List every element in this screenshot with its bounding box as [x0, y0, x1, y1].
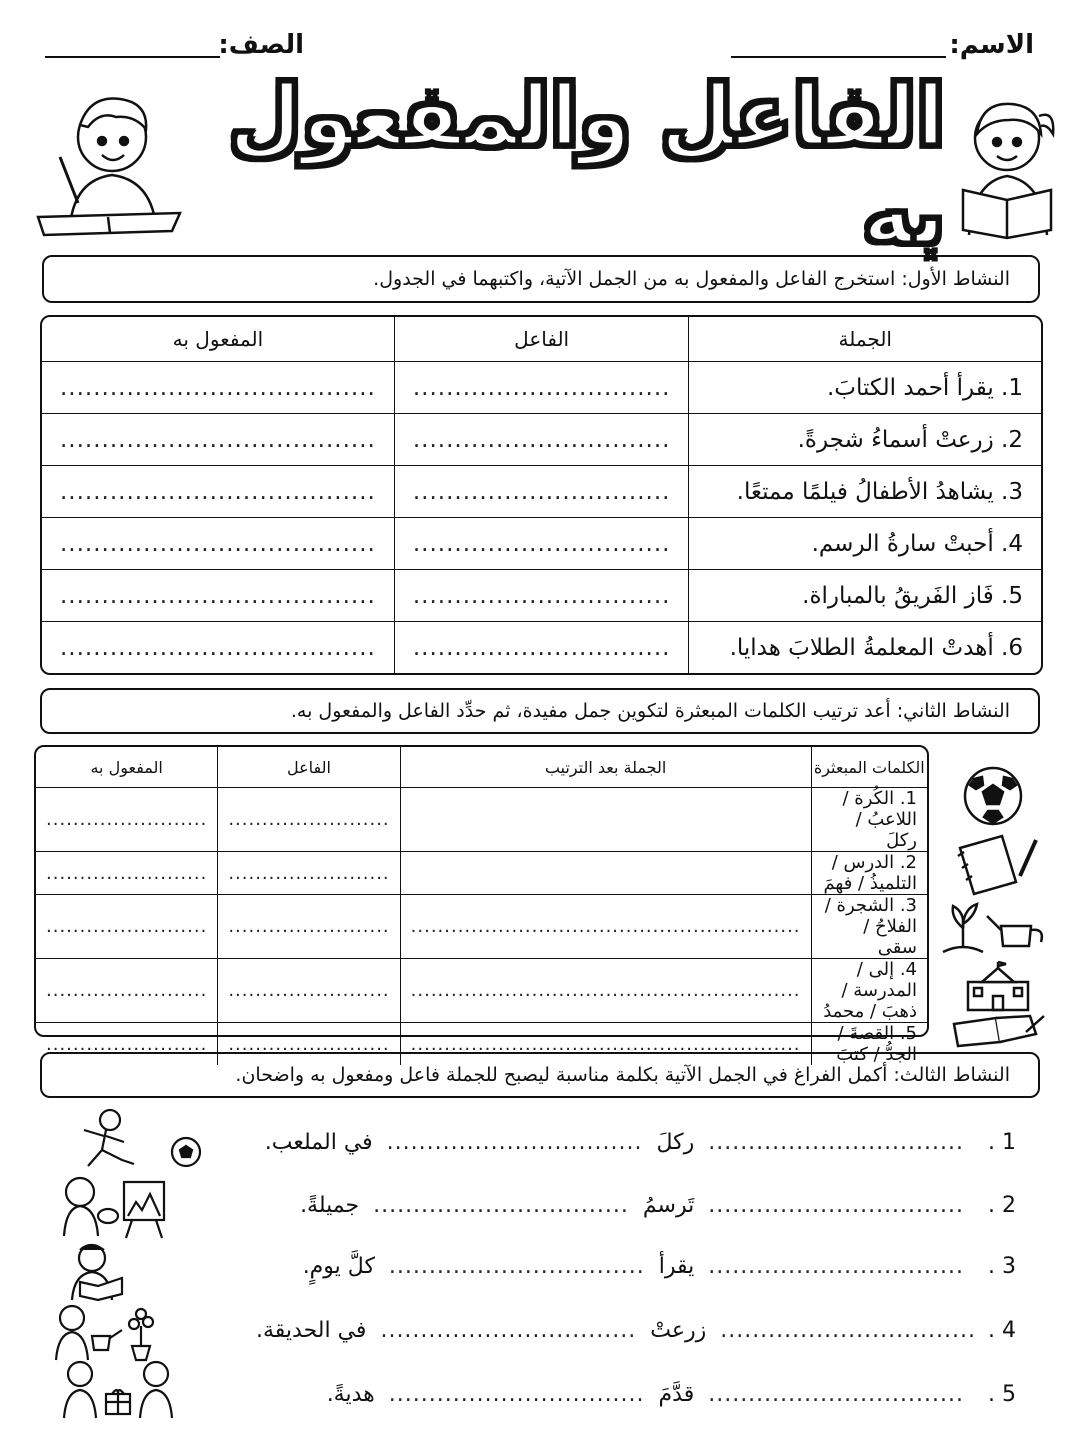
row-number: 5. [1001, 582, 1023, 609]
column-header-ordered: الجملة بعد الترتيب [400, 747, 811, 788]
table-row [36, 852, 927, 895]
kids-giving-gift-icon [58, 1358, 178, 1420]
name-field[interactable] [731, 56, 946, 58]
table-row [42, 570, 1041, 622]
row-number: 2. [1001, 426, 1023, 453]
fill-blank[interactable]: ................................ [386, 1129, 643, 1155]
sentence-text: زرعتْ أسماءُ شجرةً. [797, 426, 994, 453]
class-label: الصف: [218, 30, 304, 60]
row-number: 4. [899, 959, 917, 980]
fill-blank[interactable]: ................................ [720, 1317, 976, 1343]
girl-reading-illustration [955, 90, 1060, 240]
object-blank[interactable]: ........................ [36, 788, 218, 852]
ordered-sentence-blank[interactable]: .......................................................... [400, 1023, 811, 1066]
activity3-instruction: النشاط الثالث: أكمل الفراغ في الجمل الآتية بكلمة مناسبة ليصبح للجملة فاعل ومفعول به واضحان. [40, 1052, 1040, 1098]
object-blank[interactable]: ........................ [36, 959, 218, 1023]
verb-text: تَرسمُ [642, 1192, 695, 1218]
sentence-text: يقرأ أحمد الكتابَ. [827, 374, 994, 401]
boy-reading-icon [62, 1240, 132, 1302]
table-row [36, 788, 927, 852]
boy-writing-illustration [30, 85, 190, 240]
table-row [42, 622, 1041, 673]
soccer-ball-icon [962, 765, 1024, 827]
object-blank[interactable]: ........................ [36, 852, 218, 895]
scrambled-words: الدرس / التلميذُ / فهمَ [823, 852, 917, 894]
fill-blank[interactable]: ................................ [380, 1317, 637, 1343]
scrambled-words: القصةَ / الجدُّ / كتبَ [836, 1023, 917, 1065]
row-number: 3. [1001, 478, 1023, 505]
boy-kicking-ball-icon [62, 1106, 212, 1172]
girl-painting-icon [52, 1172, 172, 1240]
column-header-object: المفعول به [42, 317, 394, 362]
table-row [42, 414, 1041, 466]
verb-text: زرعتْ [650, 1317, 707, 1343]
subject-blank[interactable]: ............................... [394, 622, 689, 673]
fill-blank[interactable]: ................................ [708, 1192, 964, 1218]
sentence-ending: في الحديقة. [256, 1317, 367, 1343]
subject-blank[interactable]: ............................... [394, 362, 689, 414]
sentence-ending: في الملعب. [264, 1129, 373, 1155]
row-number: 4 . [988, 1317, 1016, 1343]
row-number: 1. [899, 788, 917, 809]
fill-blank[interactable]: ................................ [708, 1381, 964, 1407]
page-title: الفاعل والمفعول به [228, 67, 945, 263]
subject-blank[interactable]: ........................ [218, 959, 400, 1023]
activity1-table [40, 315, 1043, 675]
row-number: 1. [1001, 374, 1023, 401]
fill-sentence-row [256, 1310, 1016, 1350]
school-building-icon [962, 960, 1034, 1012]
subject-blank[interactable]: ........................ [218, 895, 400, 959]
verb-text: قدَّمَ [658, 1381, 695, 1407]
verb-text: يقرأ [658, 1253, 695, 1279]
notebook-pen-icon [950, 830, 1045, 900]
fill-blank[interactable]: ................................ [708, 1129, 964, 1155]
subject-blank[interactable]: ............................... [394, 414, 689, 466]
table-row [36, 959, 927, 1023]
scrambled-words: الكُرة / اللاعبُ / ركلَ [842, 788, 917, 851]
sentence-text: أهدتْ المعلمةُ الطلابَ هدايا. [729, 634, 994, 661]
sentence-text: فَاز الفَريقُ بالمباراة. [802, 582, 994, 609]
name-label: الاسم: [949, 30, 1034, 60]
object-blank[interactable]: ...................................... [42, 518, 394, 570]
sentence-text: يشاهدُ الأطفالُ فيلمًا ممتعًا. [736, 478, 994, 505]
object-blank[interactable]: ...................................... [42, 466, 394, 518]
plant-watering-can-icon [935, 898, 1055, 958]
subject-blank[interactable]: ........................ [218, 788, 400, 852]
subject-blank[interactable]: ............................... [394, 570, 689, 622]
girl-watering-plant-icon [46, 1302, 166, 1362]
ordered-sentence-blank[interactable] [400, 852, 811, 895]
table-row [36, 895, 927, 959]
ordered-sentence-blank[interactable] [400, 788, 811, 852]
ordered-sentence-blank[interactable]: .......................................................... [400, 959, 811, 1023]
row-number: 5. [899, 1023, 917, 1044]
scrambled-words: إلى / المدرسة / ذهبَ / محمدُ [823, 959, 917, 1022]
row-number: 3. [899, 895, 917, 916]
subject-blank[interactable]: ............................... [394, 466, 689, 518]
fill-sentence-row [256, 1374, 1016, 1414]
row-number: 6. [1001, 634, 1023, 661]
ordered-sentence-blank[interactable]: .......................................................... [400, 895, 811, 959]
open-book-writing-icon [950, 1012, 1050, 1048]
fill-sentence-row [256, 1122, 1016, 1162]
subject-blank[interactable]: ............................... [394, 518, 689, 570]
object-blank[interactable]: ...................................... [42, 570, 394, 622]
class-field[interactable] [45, 56, 220, 58]
table-row [42, 518, 1041, 570]
row-number: 3 . [988, 1253, 1016, 1279]
table-row [42, 362, 1041, 414]
column-header-sentence: الجملة [689, 317, 1041, 362]
sentence-text: أحبتْ سارةُ الرسم. [811, 530, 994, 557]
fill-sentence-row [256, 1246, 1016, 1286]
sentence-ending: كلَّ يومٍ. [302, 1253, 375, 1279]
fill-sentence-row [256, 1185, 1016, 1225]
object-blank[interactable]: ...................................... [42, 622, 394, 673]
row-number: 4. [1001, 530, 1023, 557]
column-header-subject: الفاعل [394, 317, 689, 362]
sentence-ending: هديةً. [326, 1381, 375, 1407]
table-row [42, 466, 1041, 518]
row-number: 2 . [988, 1192, 1016, 1218]
object-blank[interactable]: ........................ [36, 895, 218, 959]
fill-blank[interactable]: ................................ [388, 1381, 645, 1407]
activity2-table [34, 745, 929, 1065]
fill-blank[interactable]: ................................ [708, 1253, 964, 1279]
scrambled-words: الشجرة / الفلاحُ / سقى [824, 895, 917, 958]
column-header-subject: الفاعل [218, 747, 400, 788]
column-header-scrambled: الكلمات المبعثرة [811, 747, 927, 788]
fill-blank[interactable]: ................................ [388, 1253, 645, 1279]
row-number: 1 . [988, 1129, 1016, 1155]
object-blank[interactable]: ...................................... [42, 414, 394, 466]
subject-blank[interactable]: ........................ [218, 1023, 400, 1066]
verb-text: ركلَ [656, 1129, 695, 1155]
fill-blank[interactable]: ................................ [373, 1192, 629, 1218]
activity2-instruction: النشاط الثاني: أعد ترتيب الكلمات المبعثرة لتكوين جمل مفيدة، ثم حدِّد الفاعل والمفعول به. [40, 688, 1040, 734]
column-header-object: المفعول به [36, 747, 218, 788]
row-number: 5 . [988, 1381, 1016, 1407]
sentence-ending: جميلةً. [300, 1192, 360, 1218]
subject-blank[interactable]: ........................ [218, 852, 400, 895]
row-number: 2. [899, 852, 917, 873]
object-blank[interactable]: ........................ [36, 1023, 218, 1066]
activity1-instruction: النشاط الأول: استخرج الفاعل والمفعول به من الجمل الآتية، واكتبهما في الجدول. [42, 255, 1040, 303]
object-blank[interactable]: ...................................... [42, 362, 394, 414]
